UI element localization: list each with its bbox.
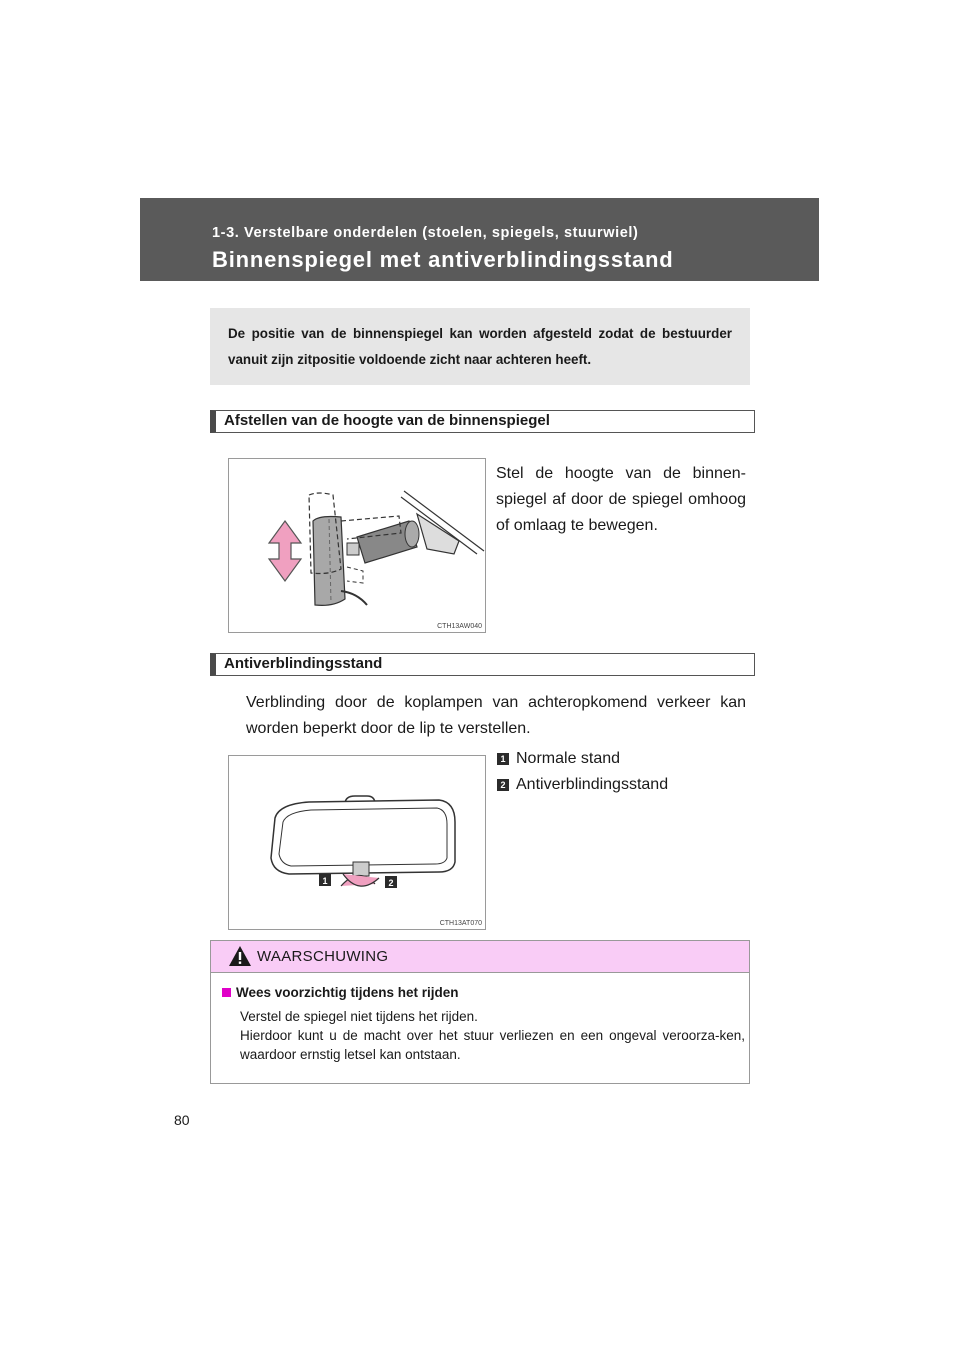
mirror-antiglare-illustration: [229, 756, 485, 929]
legend-number-badge: 2: [497, 779, 509, 791]
legend-number-badge: 1: [497, 753, 509, 765]
legend-label: Normale stand: [516, 750, 621, 767]
warning-line: Verstel de spiegel niet tijdens het rijden.: [240, 1009, 478, 1024]
section-heading-height: [210, 410, 755, 433]
section2-text: Verblinding door de koplampen van achteropkomend verkeer kan worden beperkt door de lip te verstellen.: [246, 694, 746, 737]
callout-number: 2: [388, 878, 394, 888]
chapter-label: 1-3. Verstelbare onderdelen (stoelen, spiegels, stuurwiel): [212, 225, 639, 241]
section-heading-text: Afstellen van de hoogte van de binnenspiegel: [224, 412, 550, 429]
figure-mirror-antiglare: [228, 755, 486, 930]
legend-label: Antiverblindingsstand: [516, 776, 669, 793]
callout-number: 1: [322, 876, 328, 886]
legend-item: [497, 776, 668, 798]
warning-header: [211, 941, 749, 973]
warning-label: WAARSCHUWING: [257, 948, 389, 965]
figure-mirror-height: [228, 458, 486, 633]
intro-text: De positie van de binnenspiegel kan worden afgesteld zodat de bestuurder vanuit zijn zitpositie voldoende zicht naar achteren heeft.: [228, 326, 732, 367]
figure-code: CTH13AW040: [437, 623, 482, 630]
section-heading-antiglare: [210, 653, 755, 676]
page-header: [140, 198, 819, 281]
warning-box: [210, 940, 750, 1084]
figure-code: CTH13AT070: [439, 920, 482, 927]
warning-title-text: Wees voorzichtig tijdens het rijden: [236, 985, 459, 1000]
legend-item: [497, 750, 620, 772]
page-number: 80: [174, 1112, 190, 1128]
warning-body: [240, 1007, 745, 1064]
warning-line: Hierdoor kunt u de macht over het stuur verliezen en een ongeval veroorza-ken, waardoor ernstig letsel kan ontstaan.: [240, 1028, 745, 1062]
section1-text: Stel de hoogte van de binnen-spiegel af door de spiegel omhoog of omlaag te bewegen.: [496, 465, 746, 534]
mirror-height-illustration: [229, 459, 485, 632]
bullet-square-icon: [222, 988, 231, 997]
warning-title: [222, 985, 459, 1000]
section-heading-text: Antiverblindingsstand: [224, 655, 383, 672]
warning-triangle-icon: [228, 945, 252, 967]
intro-box: [210, 308, 750, 385]
page-title: Binnenspiegel met antiverblindingsstand: [212, 247, 674, 272]
